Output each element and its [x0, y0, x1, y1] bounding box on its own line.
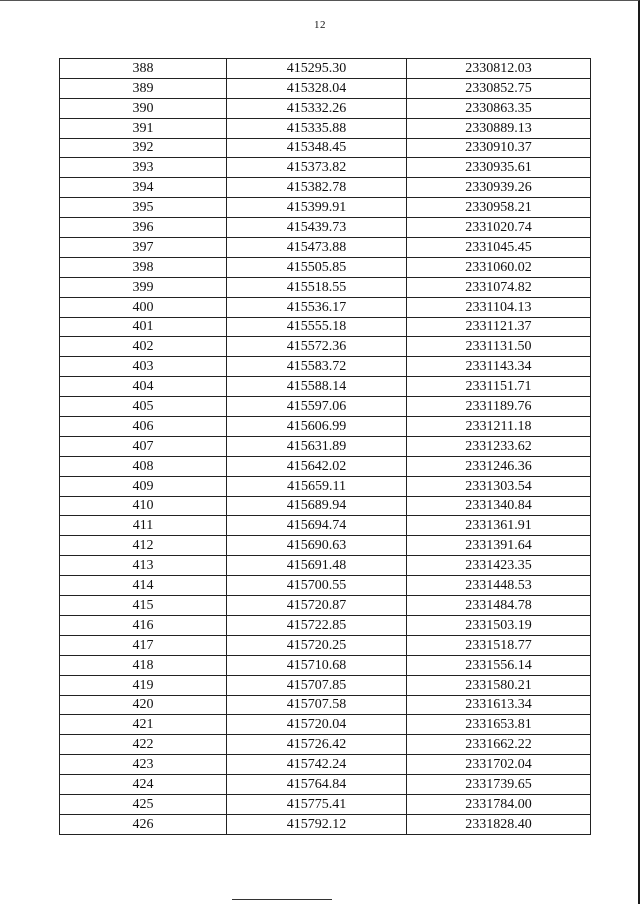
- point-number-cell: 395: [60, 198, 227, 218]
- point-number-cell: 402: [60, 337, 227, 357]
- table-row: [60, 98, 591, 118]
- x-coordinate-cell: 415555.18: [227, 317, 407, 337]
- y-coordinate-cell: 2330889.13: [407, 118, 591, 138]
- table-row: [60, 277, 591, 297]
- table-row: [60, 417, 591, 437]
- y-coordinate-cell: 2331653.81: [407, 715, 591, 735]
- y-coordinate-cell: 2331518.77: [407, 635, 591, 655]
- point-number-cell: 416: [60, 615, 227, 635]
- y-coordinate-cell: 2331423.35: [407, 556, 591, 576]
- point-number-cell: 389: [60, 78, 227, 98]
- table-row: [60, 536, 591, 556]
- y-coordinate-cell: 2331613.34: [407, 695, 591, 715]
- table-row: [60, 715, 591, 735]
- x-coordinate-cell: 415473.88: [227, 238, 407, 258]
- x-coordinate-cell: 415606.99: [227, 417, 407, 437]
- table-row: [60, 397, 591, 417]
- table-row: [60, 695, 591, 715]
- point-number-cell: 398: [60, 257, 227, 277]
- x-coordinate-cell: 415373.82: [227, 158, 407, 178]
- point-number-cell: 421: [60, 715, 227, 735]
- table-row: [60, 814, 591, 834]
- table-row: [60, 456, 591, 476]
- y-coordinate-cell: 2331448.53: [407, 576, 591, 596]
- x-coordinate-cell: 415583.72: [227, 357, 407, 377]
- table-row: [60, 238, 591, 258]
- point-number-cell: 397: [60, 238, 227, 258]
- x-coordinate-cell: 415775.41: [227, 794, 407, 814]
- table-row: [60, 675, 591, 695]
- table-row: [60, 775, 591, 795]
- y-coordinate-cell: 2331662.22: [407, 735, 591, 755]
- table-row: [60, 59, 591, 79]
- coordinates-table-body: [60, 59, 591, 835]
- point-number-cell: 411: [60, 516, 227, 536]
- y-coordinate-cell: 2331074.82: [407, 277, 591, 297]
- table-row: [60, 735, 591, 755]
- y-coordinate-cell: 2330812.03: [407, 59, 591, 79]
- x-coordinate-cell: 415505.85: [227, 257, 407, 277]
- point-number-cell: 415: [60, 596, 227, 616]
- table-row: [60, 218, 591, 238]
- x-coordinate-cell: 415348.45: [227, 138, 407, 158]
- point-number-cell: 408: [60, 456, 227, 476]
- x-coordinate-cell: 415691.48: [227, 556, 407, 576]
- y-coordinate-cell: 2331556.14: [407, 655, 591, 675]
- point-number-cell: 425: [60, 794, 227, 814]
- x-coordinate-cell: 415659.11: [227, 476, 407, 496]
- point-number-cell: 420: [60, 695, 227, 715]
- x-coordinate-cell: 415720.25: [227, 635, 407, 655]
- table-row: [60, 317, 591, 337]
- y-coordinate-cell: 2330910.37: [407, 138, 591, 158]
- point-number-cell: 401: [60, 317, 227, 337]
- point-number-cell: 393: [60, 158, 227, 178]
- x-coordinate-cell: 415631.89: [227, 436, 407, 456]
- point-number-cell: 423: [60, 755, 227, 775]
- x-coordinate-cell: 415720.87: [227, 596, 407, 616]
- x-coordinate-cell: 415399.91: [227, 198, 407, 218]
- y-coordinate-cell: 2331580.21: [407, 675, 591, 695]
- x-coordinate-cell: 415597.06: [227, 397, 407, 417]
- point-number-cell: 394: [60, 178, 227, 198]
- y-coordinate-cell: 2331020.74: [407, 218, 591, 238]
- x-coordinate-cell: 415764.84: [227, 775, 407, 795]
- coordinates-table: [59, 58, 591, 835]
- point-number-cell: 403: [60, 357, 227, 377]
- table-row: [60, 476, 591, 496]
- point-number-cell: 419: [60, 675, 227, 695]
- point-number-cell: 405: [60, 397, 227, 417]
- x-coordinate-cell: 415382.78: [227, 178, 407, 198]
- x-coordinate-cell: 415332.26: [227, 98, 407, 118]
- point-number-cell: 424: [60, 775, 227, 795]
- x-coordinate-cell: 415707.58: [227, 695, 407, 715]
- point-number-cell: 422: [60, 735, 227, 755]
- y-coordinate-cell: 2331340.84: [407, 496, 591, 516]
- table-row: [60, 118, 591, 138]
- table-row: [60, 576, 591, 596]
- point-number-cell: 390: [60, 98, 227, 118]
- y-coordinate-cell: 2331131.50: [407, 337, 591, 357]
- page-number: 12: [314, 19, 326, 31]
- table-row: [60, 615, 591, 635]
- x-coordinate-cell: 415710.68: [227, 655, 407, 675]
- point-number-cell: 407: [60, 436, 227, 456]
- y-coordinate-cell: 2331104.13: [407, 297, 591, 317]
- point-number-cell: 388: [60, 59, 227, 79]
- x-coordinate-cell: 415328.04: [227, 78, 407, 98]
- table-row: [60, 257, 591, 277]
- table-row: [60, 635, 591, 655]
- x-coordinate-cell: 415742.24: [227, 755, 407, 775]
- point-number-cell: 414: [60, 576, 227, 596]
- table-row: [60, 496, 591, 516]
- y-coordinate-cell: 2330939.26: [407, 178, 591, 198]
- point-number-cell: 400: [60, 297, 227, 317]
- x-coordinate-cell: 415536.17: [227, 297, 407, 317]
- point-number-cell: 417: [60, 635, 227, 655]
- table-row: [60, 655, 591, 675]
- table-row: [60, 178, 591, 198]
- x-coordinate-cell: 415335.88: [227, 118, 407, 138]
- table-row: [60, 138, 591, 158]
- x-coordinate-cell: 415700.55: [227, 576, 407, 596]
- y-coordinate-cell: 2331391.64: [407, 536, 591, 556]
- x-coordinate-cell: 415720.04: [227, 715, 407, 735]
- x-coordinate-cell: 415642.02: [227, 456, 407, 476]
- x-coordinate-cell: 415690.63: [227, 536, 407, 556]
- point-number-cell: 404: [60, 377, 227, 397]
- x-coordinate-cell: 415295.30: [227, 59, 407, 79]
- y-coordinate-cell: 2330863.35: [407, 98, 591, 118]
- point-number-cell: 396: [60, 218, 227, 238]
- table-row: [60, 794, 591, 814]
- point-number-cell: 410: [60, 496, 227, 516]
- x-coordinate-cell: 415792.12: [227, 814, 407, 834]
- y-coordinate-cell: 2331233.62: [407, 436, 591, 456]
- table-row: [60, 516, 591, 536]
- x-coordinate-cell: 415518.55: [227, 277, 407, 297]
- point-number-cell: 392: [60, 138, 227, 158]
- y-coordinate-cell: 2331045.45: [407, 238, 591, 258]
- y-coordinate-cell: 2331151.71: [407, 377, 591, 397]
- table-row: [60, 297, 591, 317]
- point-number-cell: 413: [60, 556, 227, 576]
- table-row: [60, 78, 591, 98]
- table-row: [60, 198, 591, 218]
- x-coordinate-cell: 415722.85: [227, 615, 407, 635]
- point-number-cell: 418: [60, 655, 227, 675]
- point-number-cell: 412: [60, 536, 227, 556]
- table-row: [60, 158, 591, 178]
- y-coordinate-cell: 2331246.36: [407, 456, 591, 476]
- x-coordinate-cell: 415694.74: [227, 516, 407, 536]
- table-row: [60, 556, 591, 576]
- point-number-cell: 426: [60, 814, 227, 834]
- y-coordinate-cell: 2331503.19: [407, 615, 591, 635]
- y-coordinate-cell: 2331121.37: [407, 317, 591, 337]
- y-coordinate-cell: 2330852.75: [407, 78, 591, 98]
- y-coordinate-cell: 2330935.61: [407, 158, 591, 178]
- y-coordinate-cell: 2331828.40: [407, 814, 591, 834]
- table-row: [60, 377, 591, 397]
- table-row: [60, 337, 591, 357]
- y-coordinate-cell: 2330958.21: [407, 198, 591, 218]
- y-coordinate-cell: 2331060.02: [407, 257, 591, 277]
- x-coordinate-cell: 415726.42: [227, 735, 407, 755]
- y-coordinate-cell: 2331189.76: [407, 397, 591, 417]
- y-coordinate-cell: 2331739.65: [407, 775, 591, 795]
- y-coordinate-cell: 2331303.54: [407, 476, 591, 496]
- y-coordinate-cell: 2331143.34: [407, 357, 591, 377]
- point-number-cell: 391: [60, 118, 227, 138]
- y-coordinate-cell: 2331784.00: [407, 794, 591, 814]
- table-row: [60, 436, 591, 456]
- point-number-cell: 406: [60, 417, 227, 437]
- page-bottom-mark: [232, 899, 332, 903]
- y-coordinate-cell: 2331211.18: [407, 417, 591, 437]
- x-coordinate-cell: 415689.94: [227, 496, 407, 516]
- point-number-cell: 399: [60, 277, 227, 297]
- table-row: [60, 357, 591, 377]
- x-coordinate-cell: 415707.85: [227, 675, 407, 695]
- y-coordinate-cell: 2331484.78: [407, 596, 591, 616]
- y-coordinate-cell: 2331361.91: [407, 516, 591, 536]
- table-row: [60, 755, 591, 775]
- y-coordinate-cell: 2331702.04: [407, 755, 591, 775]
- x-coordinate-cell: 415588.14: [227, 377, 407, 397]
- point-number-cell: 409: [60, 476, 227, 496]
- table-row: [60, 596, 591, 616]
- x-coordinate-cell: 415572.36: [227, 337, 407, 357]
- x-coordinate-cell: 415439.73: [227, 218, 407, 238]
